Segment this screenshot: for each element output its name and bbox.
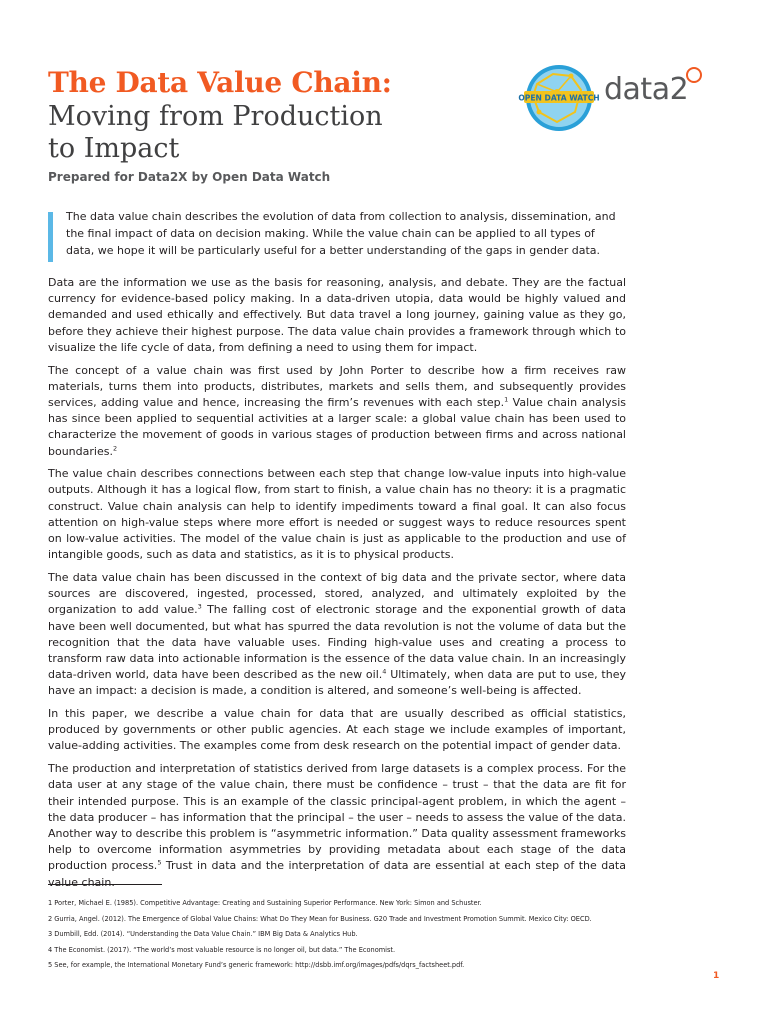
footnote-ref-1[interactable]: 1 [504, 395, 509, 404]
intro-callout [48, 208, 626, 259]
paragraph-6 [48, 761, 626, 891]
callout-accent-bar [48, 212, 53, 262]
odw-logo-text: OPEN DATA WATCH [518, 93, 600, 103]
footnote-5[interactable]: 5 See, for example, the International Monetary Fund’s generic framework: http://dsbb.imf.org/images/pdfs/dqrs_factsheet.pdf. [48, 961, 465, 969]
data2x-logo [604, 72, 704, 107]
open-data-watch-logo [518, 62, 600, 134]
paragraph-4-part-c: Ultimately, when data are put to use, they have an impact: a decision is made, a condition is altered, and someone’s well-being is affected. [48, 668, 626, 698]
footnotes [48, 899, 708, 977]
callout-text: The data value chain describes the evolution of data from collection to analysis, dissemination, and the final impact of data on decision making. While the value chain can be applied to all types of data, we hope it will be particularly useful for a better understanding of the gaps in gender data. [66, 210, 616, 257]
paragraph-6-part-b: Trust in data and the interpretation of data are essential at each step of the data value chain. [48, 859, 626, 889]
data2x-logo-text: data2 [604, 72, 689, 107]
paragraph-2-part-a: The concept of a value chain was first used by John Porter to describe how a firm receives raw materials, turns them into products, distributes, markets and sells them, and subsequently provides services, adding value and hence, increasing the firm’s revenues with each step. [48, 363, 626, 409]
paragraph-4 [48, 570, 626, 700]
footnote-ref-4[interactable]: 4 [382, 667, 387, 676]
footnote-ref-3[interactable]: 3 [197, 602, 202, 611]
paragraph-4-part-a: The data value chain has been discussed in the context of big data and the private sector, where data sources are discovered, ingested, processed, stored, analyzed, and ultimately exploited by the organization to add value. [48, 570, 626, 617]
paragraph-2 [48, 363, 626, 460]
paragraph-4-part-b: The falling cost of electronic storage and the exponential growth of data have been well documented, but what has spurred the data revolution is not the volume of data but the recognition that the data have valuable uses. Finding high-value uses and creating a process to transform raw data into actionable information is the essence of the data value chain. In an increasingly data-driven world, data have been described as the new oil. [48, 603, 626, 682]
footnote-3: 3 Dumbill, Edd. (2014). “Understanding the Data Value Chain.” IBM Big Data & Analytics Hub. [48, 930, 358, 938]
paragraph-1: Data are the information we use as the basis for reasoning, analysis, and debate. They are the factual currency for evidence-based policy making. In a data-driven utopia, data would be highly valued and demanded and used ethically and effectively. But data travel a long journey, gaining value as they go, before they achieve their highest purpose. The data value chain provides a framework through which to visualize the life cycle of data, from defining a need to using them for impact. [48, 276, 626, 354]
footnote-ref-5[interactable]: 5 [157, 858, 162, 867]
footnote-divider [48, 884, 162, 885]
page-number: 1 [713, 971, 720, 981]
document-title: The Data Value Chain: [48, 66, 392, 99]
paragraph-2-part-b: Value chain analysis has since been applied to sequential activities at a larger scale: a global value chain has been used to characterize the movement of goods in various stages of production between firms and across national boundaries. [48, 395, 626, 458]
prepared-by-line: Prepared for Data2X by Open Data Watch [48, 170, 331, 184]
paragraph-6-part-a: The production and interpretation of statistics derived from large datasets is a complex process. For the data user at any stage of the value chain, there must be confidence – trust – that the data are fit for their intended purpose. This is an example of the classic principal-agent problem, in which the agent – the data producer – has information that the principal – the user – needs to assess the value of the data. Another way to describe this problem is “asymmetric information.” Data quality assessment frameworks help to overcome information asymmetries by providing metadata about each stage of the data production process. [48, 762, 626, 873]
footnote-1: 1 Porter, Michael E. (1985). Competitive Advantage: Creating and Sustaining Superior Performance. New York: Simon and Schuster. [48, 899, 482, 907]
footnote-ref-2[interactable]: 2 [112, 443, 118, 452]
paragraph-5: In this paper, we describe a value chain for data that are usually described as official statistics, produced by governments or other public agencies. At each stage we include examples of important, value-adding activities. The examples come from desk research on the potential impact of gender data. [48, 707, 626, 753]
footnote-2: 2 Gurria, Angel. (2012). The Emergence of Global Value Chains: What Do They Mean for Business. G20 Trade and Investment Promotion Summit. Mexico City: OECD. [48, 914, 592, 923]
document-subtitle: Moving from Production to Impact [48, 101, 383, 164]
footnote-4: 4 The Economist. (2017). “The world’s most valuable resource is no longer oil, but data.” The Economist. [48, 945, 396, 954]
data2x-x-ring-icon [686, 67, 702, 83]
paragraph-3: The value chain describes connections between each step that change low-value inputs into high-value outputs. Although it has a logical flow, from start to finish, a value chain has no theory: it is a pragmatic construct. Value chain analysis can help to identify impediments toward a final goal. It can also focus attention on high-value steps where more effort is needed or suggest ways to reduce resources spent on low-value activities. The model of the value chain is just as applicable to the production and use of intangible goods, such as data and statistics, as it is to physical products. [48, 467, 626, 562]
body-text [48, 275, 626, 897]
